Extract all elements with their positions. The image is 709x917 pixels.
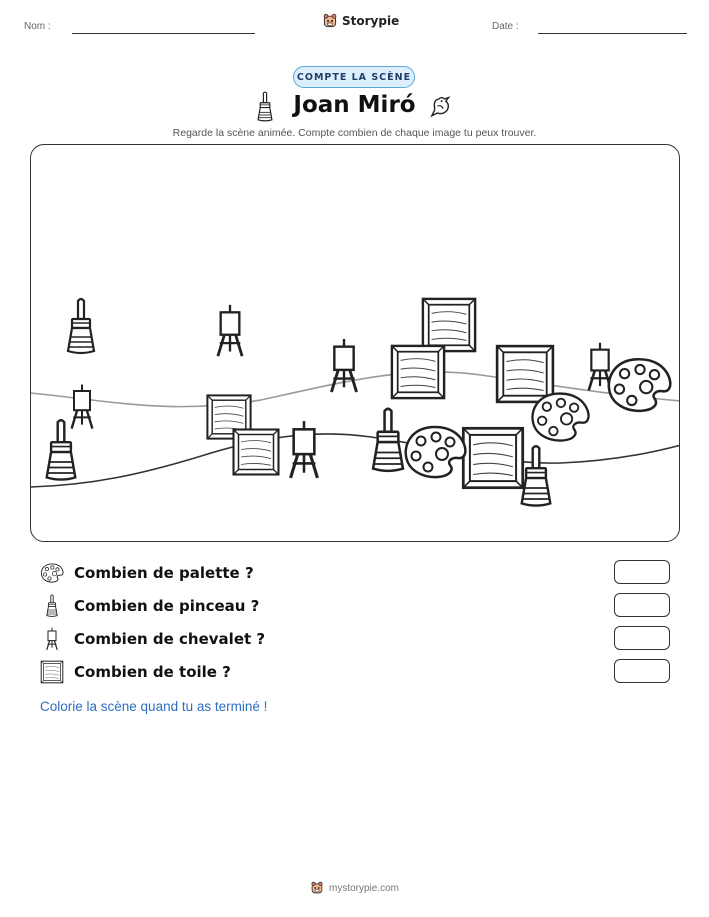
answer-box[interactable] (614, 659, 670, 683)
palette-icon (40, 561, 64, 585)
question-palette (40, 560, 670, 586)
palette-icon (406, 427, 466, 477)
easel-icon (72, 385, 93, 429)
question-paintbrush (40, 593, 670, 619)
canvas-icon (234, 430, 279, 475)
bird-icon (428, 92, 458, 120)
canvas-icon (392, 346, 444, 398)
canvas-icon (463, 428, 522, 487)
mascot-icon (322, 13, 338, 29)
canvas-icon (497, 346, 553, 402)
name-field[interactable] (72, 33, 255, 34)
mascot-icon (310, 881, 324, 895)
date-label: Date : (492, 21, 519, 32)
question-text: Combien de toile ? (74, 663, 231, 681)
footer (0, 881, 709, 895)
palette-icon (609, 359, 670, 411)
scene-illustration (31, 145, 680, 542)
page-title: Joan Miró (293, 92, 416, 118)
closing-note: Colorie la scène quand tu as terminé ! (40, 699, 268, 714)
answer-box[interactable] (614, 593, 670, 617)
palette-icon (532, 394, 588, 441)
counting-scene (30, 144, 680, 542)
question-easel (40, 626, 670, 652)
question-text: Combien de palette ? (74, 564, 254, 582)
instruction-text: Regarde la scène animée. Compte combien de chaque image tu peux trouver. (172, 127, 537, 139)
footer-url[interactable]: mystorypie.com (328, 882, 399, 894)
question-text: Combien de pinceau ? (74, 597, 260, 615)
paintbrush-icon (40, 594, 64, 618)
answer-box[interactable] (614, 626, 670, 650)
worksheet-badge: COMPTE LA SCÈNE (293, 66, 415, 88)
answer-box[interactable] (614, 560, 670, 584)
easel-icon (291, 421, 318, 478)
canvas-icon (40, 660, 64, 684)
question-text: Combien de chevalet ? (74, 630, 266, 648)
name-label: Nom : (24, 21, 51, 32)
brand-name: Storypie (342, 14, 400, 28)
canvas-icon (423, 299, 475, 351)
easel-icon (331, 339, 356, 392)
paintbrush-icon (47, 420, 76, 479)
paintbrush-icon (68, 299, 94, 353)
date-field[interactable] (538, 33, 687, 34)
question-canvas (40, 659, 670, 685)
brand-logo (322, 13, 399, 29)
paintbrush-icon (373, 409, 403, 471)
paintbrush-icon (522, 446, 551, 505)
easel-icon (218, 305, 242, 356)
easel-icon (40, 627, 64, 651)
